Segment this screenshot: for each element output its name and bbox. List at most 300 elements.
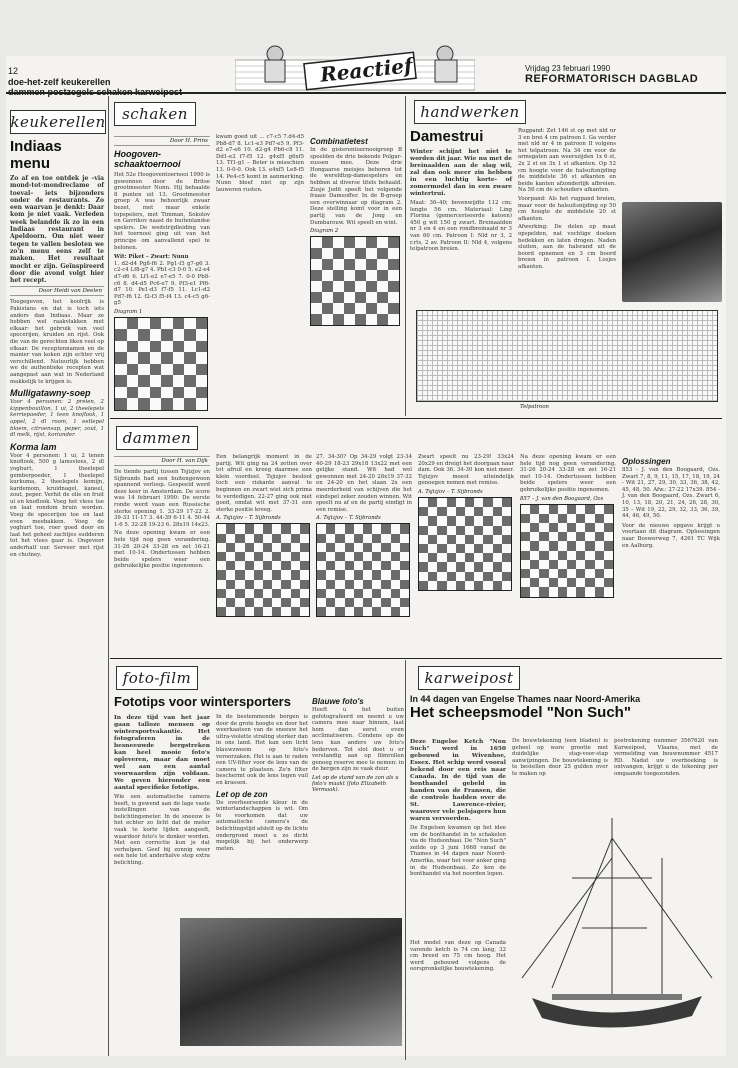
board-square [245,598,254,607]
chess-diagram [310,236,400,326]
board-square [474,535,483,544]
board-square [558,587,567,596]
board-square [345,524,354,533]
board-square [344,259,355,270]
board-square [567,523,576,532]
board-square [576,551,585,560]
draughts-diagram [316,523,410,617]
board-square [272,589,281,598]
board-square [447,507,456,516]
board-square [558,514,567,523]
board-square [474,516,483,525]
board-square [226,589,235,598]
board-square [245,524,254,533]
article-title: Het scheepsmodel "Non Such" [410,704,631,721]
banner-title: Reactief [318,53,414,87]
board-square [604,541,613,550]
schaken-article-cont [310,134,402,326]
page-number: 12 [8,66,19,76]
board-square [447,581,456,590]
board-square [326,524,335,533]
board-square [150,341,162,353]
board-square [161,329,173,341]
board-square [300,524,309,533]
board-square [576,523,585,532]
board-square [502,535,511,544]
board-square [539,560,548,569]
board-square [115,387,127,399]
board-square [549,587,558,596]
board-square [363,570,372,579]
board-square [345,598,354,607]
board-square [419,507,428,516]
board-square [419,498,428,507]
board-square [456,507,465,516]
board-square [465,572,474,581]
board-square [530,569,539,578]
board-square [272,543,281,552]
board-square [521,560,530,569]
byline: Door Heidi van Deelen [10,286,104,296]
board-square [381,543,390,552]
board-square [502,581,511,590]
board-square [272,524,281,533]
board-square [419,562,428,571]
board-square [456,516,465,525]
board-square [388,292,399,303]
board-square [567,560,576,569]
board-square [226,552,235,561]
board-square [333,237,344,248]
board-square [354,570,363,579]
board-square [291,524,300,533]
board-square [558,569,567,578]
fotofilm-article [114,714,210,867]
board-square [437,535,446,544]
board-square [391,524,400,533]
article-body: In de bestemmende bergen is door de grote hoogte en door het weerkaatsen van de sneeuw het ultra-violette straling sterker dan in ons land. Het kan een licht blauwzweem op foto's veroorzaken. Het is aan te raden een UV-filter voor de lens van de camera te plaatsen. Zo'n filter beschermt ook de lens tegen vuil en krassen. [216,714,308,786]
article-body: De tiende partij tussen Tsjizjov en Sijbrands had een buitengewoon spannend verloop. Gespeeld werd deze keer in Amsterdam. De score was 14 februari 1990: De eerste ronde werd vaan een Russische sterke opening 1. 33-29 17-22 2. 39-33 11-17 3. 44-39 6-11 4. 50-44 1-6 5. 32-28 19-23 6. 28x19 14x23. [114,469,210,528]
issue-date: Vrijdag 23 februari 1990 [525,64,611,73]
board-square [493,581,502,590]
board-square [437,562,446,571]
board-square [585,578,594,587]
board-square [317,589,326,598]
board-square [539,578,548,587]
board-square [354,552,363,561]
board-square [281,598,290,607]
keukerellen-article [10,138,104,558]
board-square [595,532,604,541]
board-square [391,552,400,561]
board-square [355,314,366,325]
board-square [138,341,150,353]
board-square [447,535,456,544]
board-square [521,551,530,560]
tab-keukerellen: keukerellen [10,110,106,134]
diagram-caption: 857 – J. van den Boogaard, Ozs [520,495,604,502]
board-square [447,526,456,535]
board-square [483,507,492,516]
board-square [291,534,300,543]
board-square [344,237,355,248]
board-square [345,543,354,552]
board-square [474,498,483,507]
board-square [291,580,300,589]
board-square [127,364,139,376]
board-square [576,569,585,578]
board-square [272,598,281,607]
byline: Door H. van Dijk [114,456,210,466]
board-square [483,526,492,535]
board-square [604,587,613,596]
dammen-article [114,454,210,570]
board-square [363,561,372,570]
board-square [388,314,399,325]
board-square [585,541,594,550]
board-square [521,523,530,532]
board-square [335,534,344,543]
board-square [272,534,281,543]
board-square [381,607,390,616]
board-square [428,562,437,571]
solutions-text: 853 - J. van den Boogaard, Ozs. Zwart 7, 8, 9, 11, 15, 17, 18, 19, 24 - Wit 21, 27, 29, 30, 33, 36, 38, 42, 45, 48, 50. Afw.: 27-22 17x39. 854 - J. van den Boogaard, Ozs. Zwart 6, 10, 13, 18, 20, 21, 24, 26, 28, 30, 35 – Wit 19, 22, 29, 32, 33, 36, 39, 44, 46, 49, 50. [622,467,720,520]
board-square [456,562,465,571]
masthead-banner [235,40,475,92]
board-square [456,581,465,590]
draughts-diagram [418,497,512,591]
board-square [235,524,244,533]
board-square [173,387,185,399]
board-square [217,570,226,579]
board-square [366,259,377,270]
board-square [291,543,300,552]
board-square [447,498,456,507]
board-square [311,259,322,270]
board-square [345,552,354,561]
article-body: De bouwtekening (een bladen) is geheel op ware grootte met duidelijke stap-voor-stap aanwijzingen. De bouwtekening is te bestellen door 25 gulden over te maken op [512,738,608,777]
board-square [317,534,326,543]
board-square [355,259,366,270]
board-square [381,598,390,607]
board-square [173,352,185,364]
board-square [300,589,309,598]
board-square [372,534,381,543]
board-square [345,534,354,543]
board-square [322,314,333,325]
board-square [428,581,437,590]
board-square [377,270,388,281]
article-body: 27. 34-30? Op 34-29 volgt 23-34 40-29 18-23 29x18 13x22 met een gelijke stand. Wit had wel gewonnen met 24-20 28x19 37-32 en 24-20 en het slaan 2x een meerderheid van schijven die het eindspel zeker zouden winnen. Wit speelt nu af en de partij eindigt in een remise. [316,454,412,513]
article-body: De Engelsen kwamen op het idee om de bonthandel in te schakelen via de Hudsonbaai. De "Non Such" zeilde op 3 juni 1668 vanaf de Thames in 44 dagen naar Noord-Amerika, waar het voor anker ging in de Hudsonbaai. Zo kon de bonthandel via het noorden lopen. [410,825,506,878]
board-square [245,607,254,616]
board-square [419,553,428,562]
article-title: Fototips voor wintersporters [114,694,291,709]
board-square [263,543,272,552]
board-square [161,398,173,410]
board-square [311,292,322,303]
board-square [311,237,322,248]
board-square [539,514,548,523]
board-square [549,541,558,550]
board-square [493,507,502,516]
board-square [483,516,492,525]
sweater-model-photo [622,202,722,302]
article-body: Voorpand: Als het rugpand breien, maar voor de halsuitsnijding op 50 cm hoogte de middelste 20 st afkanten. [518,195,616,222]
board-square [344,281,355,292]
board-square [115,329,127,341]
board-square [428,544,437,553]
board-square [388,237,399,248]
board-square [196,398,208,410]
board-square [381,552,390,561]
board-square [254,598,263,607]
article-body: Heeft u het buiten gefotografeerd en neemt u uw camera mee naar binnen, laat hem dan eerst even acclimatiseren. Condens op de lens kan anders uw foto's bederven. Tot slot doet u er verstandig aan op filmrollen genoeg reserve mee te nemen: in de bergen zijn ze vaak duur. [312,707,404,773]
board-square [317,524,326,533]
board-square [335,607,344,616]
board-square [138,352,150,364]
recipe-heading: Korma lam [10,441,57,452]
board-square [150,352,162,364]
board-square [138,375,150,387]
board-square [400,607,409,616]
recipe-body: Voor 4 personen: 1 ui, 2 tenen knoflook, 500 g lamsvlees, 2 dl yoghurt, 1 theelepel gemberpoeder, 1 theelepel kurkuma, 2 theelepels komijn, kardemom, kruidnagel, kaneel, zout, peper. Verhit de olie en fruit ui en knoflook. Voeg het vlees toe en laat rondom bruin worden. Voeg de specerijen toe en laat even meebakken. Voeg de yoghurt toe, roer goed door en laat het geheel zachtjes sudderen tot het vlees gaar is. Ongeveer anderhalf uur. Serveer met rijst en chutney. [10,452,104,558]
board-square [391,570,400,579]
column-divider [405,660,406,1060]
dammen-solutions [622,454,720,549]
board-square [595,541,604,550]
board-square [322,248,333,259]
board-square [217,589,226,598]
board-square [335,543,344,552]
board-square [428,507,437,516]
board-square [355,281,366,292]
ski-photo [180,918,402,1046]
article-title: Hoogoven-schaaktoernooi [114,149,181,169]
board-square [595,560,604,569]
section-rule [110,658,722,659]
board-square [184,352,196,364]
board-square [127,352,139,364]
board-square [530,523,539,532]
board-square [419,544,428,553]
board-square [317,570,326,579]
board-square [326,580,335,589]
board-square [549,551,558,560]
article-body: Het 52e Hoogoventoernooi 1990 is gewonnen door de Britse grootmeester Nunn. Hij behaalde 8 punten uit 13. Grootmeester groep A was behoorlijk zwaar bezet, met maar enkele topspelers, met Timman, Sokolov en Gavrikov naast de buitenlandse spelers. De wedstrijdleiding van het toernooi ging uit van het principe om aanvallend spel te belonen. [114,172,210,251]
article-body: De overheersende kleur in de winterlandschappen is wit. Om te voorkomen dat uw automatische camera's de belichtingstijd afstelt op de lichte ondergrond moet u zo dicht mogelijk bij het onderwerp meten. [216,799,308,852]
board-square [400,543,409,552]
board-square [291,552,300,561]
board-square [428,498,437,507]
board-square [437,498,446,507]
board-square [465,498,474,507]
masthead-rule [6,92,726,94]
board-square [161,352,173,364]
board-square [558,551,567,560]
board-square [150,329,162,341]
board-square [254,543,263,552]
article-intro: Deze Engelse Ketch "Non Such" werd in 1650 gebouwd in Wivenhoe, Essex. Het schip werd vooral bekend door een reis naar Canada. In de tijd van de bonthandel gebeld in handen van de Fransen, die de controle hadden over de St. Lawrence-rivier, waarover vele pelsjagers hun waren vervoerden. [410,738,506,822]
board-square [161,318,173,330]
tab-dammen: dammen [116,426,198,450]
board-square [567,514,576,523]
board-square [604,514,613,523]
board-square [483,562,492,571]
board-square [419,526,428,535]
board-square [333,248,344,259]
board-square [333,259,344,270]
board-square [391,534,400,543]
board-square [530,532,539,541]
board-square [604,523,613,532]
fotofilm-article-cont [216,714,308,852]
board-square [254,580,263,589]
board-square [474,572,483,581]
board-square [549,532,558,541]
board-square [281,561,290,570]
board-square [372,552,381,561]
board-square [311,270,322,281]
game-header: Wit: Piket – Zwart: Nunn [114,254,189,261]
board-square [530,578,539,587]
board-square [391,561,400,570]
board-square [291,561,300,570]
board-square [263,589,272,598]
board-square [263,561,272,570]
board-square [483,544,492,553]
recipe-heading: Mulligatawny-soep [10,388,91,399]
board-square [354,524,363,533]
board-square [576,514,585,523]
board-square [381,534,390,543]
board-square [127,318,139,330]
board-square [377,281,388,292]
board-square [391,580,400,589]
board-square [115,364,127,376]
board-square [263,552,272,561]
board-square [585,505,594,514]
board-square [196,352,208,364]
board-square [335,552,344,561]
board-square [549,505,558,514]
board-square [437,526,446,535]
board-square [173,375,185,387]
board-square [281,580,290,589]
board-square [419,516,428,525]
board-square [354,580,363,589]
board-square [381,524,390,533]
board-square [281,552,290,561]
section-rule [110,418,722,419]
board-square [502,498,511,507]
board-square [604,505,613,514]
board-square [245,534,254,543]
board-square [217,580,226,589]
board-square [428,553,437,562]
board-square [235,552,244,561]
board-square [322,292,333,303]
board-square [381,580,390,589]
board-square [235,607,244,616]
board-square [363,552,372,561]
board-square [521,532,530,541]
board-square [217,607,226,616]
diagram-caption: A. Tsjizjov – T. Sijbrands [316,515,381,522]
board-square [576,505,585,514]
board-square [333,281,344,292]
board-square [317,607,326,616]
board-square [127,341,139,353]
board-square [465,507,474,516]
board-square [465,562,474,571]
board-square [300,598,309,607]
column-divider [405,96,406,416]
board-square [539,541,548,550]
board-square [456,535,465,544]
diagram-caption: A. Tsjizjov – T. Sijbrands [216,515,281,522]
diagram-caption: A. Tsjizjov – T. Sijbrands [418,488,483,495]
board-square [184,364,196,376]
board-square [161,341,173,353]
board-square [483,553,492,562]
board-square [377,292,388,303]
tab-karweipost: karweipost [418,666,520,690]
board-square [317,580,326,589]
board-square [595,569,604,578]
article-title: Damestrui [410,128,484,145]
karweipost-article-end [410,940,506,973]
board-square [161,387,173,399]
board-square [196,329,208,341]
schaken-article [114,134,210,411]
article-intro: Winter schijnt het niet te worden dit jaar. Wie nu met de breinaalden aan de slag wil, zal dan ook meer zin hebben in een luchtig korte- of zomermodel dan in een zware wintertrui. [410,148,512,197]
board-square [354,561,363,570]
column-divider [108,96,109,1056]
board-square [604,551,613,560]
board-square [391,598,400,607]
ship-model-illustration [512,798,718,1048]
board-square [326,607,335,616]
board-square [311,303,322,314]
schaken-article-cont [216,134,304,193]
board-square [333,303,344,314]
draughts-diagram [216,523,310,617]
board-square [335,580,344,589]
board-square [474,581,483,590]
karweipost-article [410,738,506,878]
board-square [196,341,208,353]
board-square [138,398,150,410]
karweipost-article-cont [512,738,608,778]
board-square [363,598,372,607]
game-moves: 1. d2-d4 Pg8-f6 2. Pg1-f3 g7-g6 3. c2-c4 Lf8-g7 4. Pb1-c3 0-0 5. e2-e4 d7-d6 6. Lf1-e2 e7-e5 7. 0-0 Pb8-c6 8. d4-d5 Pc6-e7 9. Pf3-e1 Pf6-d7 10. Pe1-d3 f7-f5 11. Lc1-d2 Pd7-f6 12. f2-f3 f5-f4 13. c4-c5 g6-g5 [114,260,210,307]
board-square [585,514,594,523]
photo-caption: Let op de stand van de zon als u foto's maakt (foto Elizabeth Vermaak). [312,774,399,793]
section-heading: Combinatietest [310,137,368,146]
board-square [127,329,139,341]
byline: Door H. Prins [114,136,210,146]
board-square [549,514,558,523]
board-square [419,535,428,544]
board-square [595,578,604,587]
board-square [447,516,456,525]
board-square [585,569,594,578]
dammen-article-cont [316,454,412,617]
board-square [161,375,173,387]
board-square [595,505,604,514]
board-square [377,237,388,248]
